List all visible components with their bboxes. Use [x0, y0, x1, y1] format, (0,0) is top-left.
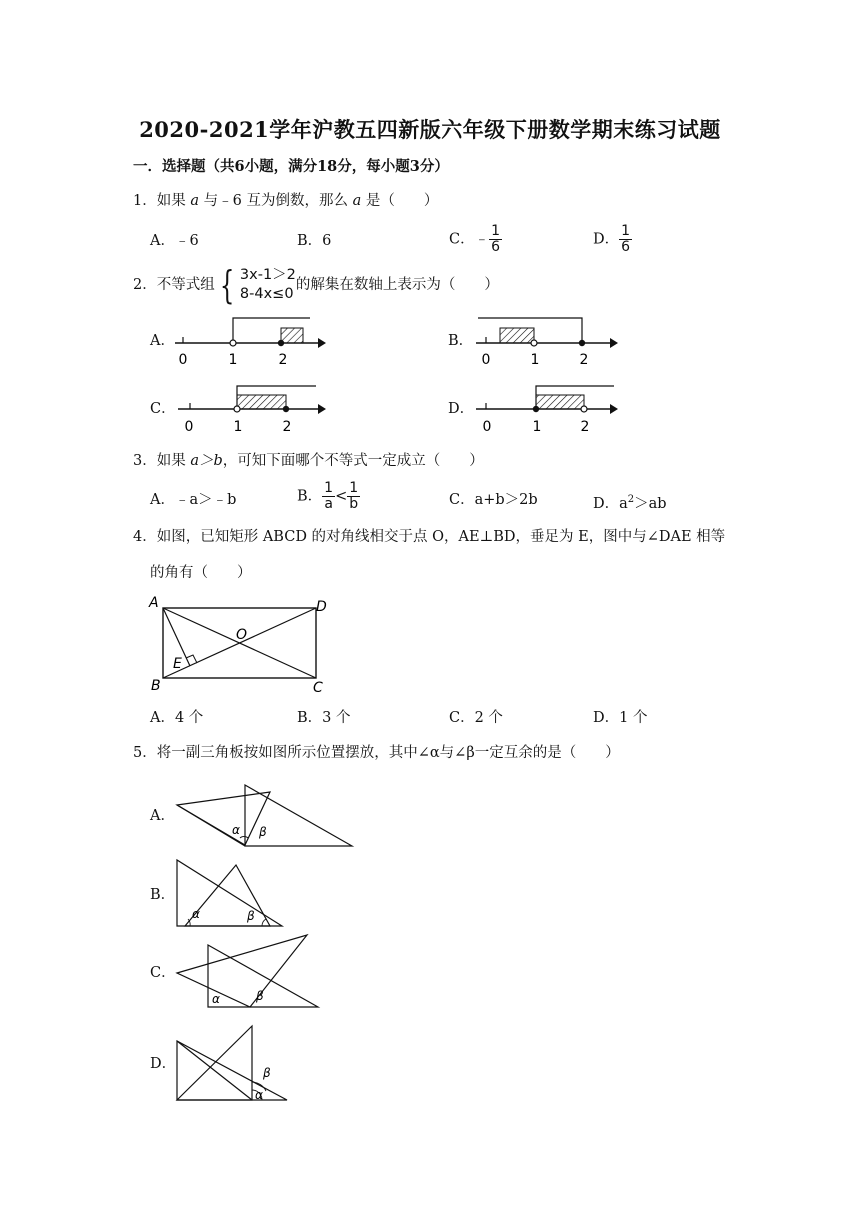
q3-option-b-label: B． [297, 488, 323, 505]
q4-option-b[interactable]: B．3 个 [297, 710, 351, 726]
triangle-figure-c [177, 935, 318, 1007]
tick-0: 0 [482, 419, 492, 435]
triangle-figure-b [177, 860, 282, 926]
q2-option-c-label[interactable]: C． [150, 401, 176, 417]
point-e-label: E [173, 656, 182, 672]
q2-option-d-label[interactable]: D． [448, 401, 475, 417]
fraction-numerator: 1 [491, 223, 501, 239]
fraction-denominator: b [349, 496, 359, 512]
q1-option-d-label: D． [593, 231, 620, 248]
q5-option-c-label[interactable]: C． [150, 965, 176, 981]
fraction-denominator: 6 [491, 239, 501, 255]
q5-option-d-label[interactable]: D． [150, 1056, 177, 1072]
q3-option-d-exponent: 2 [627, 494, 635, 505]
q3-option-c[interactable]: C．a+b＞2b [449, 492, 538, 508]
q2-text-pre: 2．不等式组 [133, 277, 215, 293]
triangle-figure-a [177, 785, 352, 846]
q4-option-c[interactable]: C．2 个 [449, 710, 503, 726]
tick-1: 1 [532, 419, 542, 435]
q2-option-b-label[interactable]: B． [448, 333, 474, 349]
point-d-label: D [316, 599, 327, 615]
question-5-stem: 5．将一副三角板按如图所示位置摆放，其中∠α与∠β一定互余的是（ ） [133, 745, 620, 761]
q1-text-mid: 与﹣6 互为倒数，那么 [199, 193, 353, 209]
q3-text-pre: 3．如果 [133, 453, 191, 469]
q5-option-b-label[interactable]: B． [150, 887, 176, 903]
point-a-label: A [149, 595, 159, 611]
tick-0: 0 [178, 352, 188, 368]
fraction-numerator: 1 [324, 480, 334, 496]
q3-option-d-pre: D．a [593, 495, 628, 512]
tick-2: 2 [278, 352, 288, 368]
inequality-row-2: 8-4x≤0 [239, 286, 294, 302]
triangle-figure-d [177, 1026, 287, 1102]
q1-text-pre: 1．如果 [133, 193, 191, 209]
alpha-label: α [212, 992, 220, 1006]
question-4-stem-line-2: 的角有（ ） [150, 565, 252, 581]
alpha-label: α [255, 1088, 263, 1102]
point-b-label: B [151, 678, 161, 694]
question-4-stem-line-1: 4．如图，已知矩形 ABCD 的对角线相交于点 O，AE⊥BD，垂足为 E，图中与∠DAE 相等 [133, 529, 726, 545]
tick-2: 2 [282, 419, 292, 435]
q2-text-post: 的解集在数轴上表示为（ ） [295, 277, 499, 293]
q1-option-c-label: C．﹣ [449, 231, 490, 248]
tick-1: 1 [228, 352, 238, 368]
q3-option-a[interactable]: A．﹣a＞﹣b [150, 492, 237, 508]
q3-option-d-post: ＞ab [634, 495, 667, 512]
q4-option-d[interactable]: D．1 个 [593, 710, 648, 726]
q2-option-a-label[interactable]: A． [150, 333, 175, 349]
fraction-numerator: 1 [349, 480, 359, 496]
q1-option-a[interactable]: A．﹣6 [150, 233, 199, 249]
tick-1: 1 [530, 352, 540, 368]
q1-var-a2: a [352, 193, 362, 209]
point-o-label: O [236, 627, 248, 643]
q1-option-b[interactable]: B．6 [297, 233, 332, 249]
inequality-row-1: 3x-1＞2 [239, 267, 296, 283]
section-heading: 一．选择题（共6小题，满分18分，每小题3分） [133, 158, 449, 175]
fraction-numerator: 1 [621, 223, 631, 239]
beta-label: β [263, 1066, 271, 1080]
page-title: 2020-2021学年沪教五四新版六年级下册数学期末练习试题 [139, 117, 721, 142]
fraction-denominator: a [324, 496, 333, 512]
tick-1: 1 [233, 419, 243, 435]
tick-2: 2 [580, 419, 590, 435]
alpha-label: α [232, 823, 240, 837]
brace-symbol: { [219, 263, 235, 307]
alpha-label: α [192, 907, 200, 921]
beta-label: β [256, 989, 264, 1003]
q3-condition: a＞b [190, 453, 223, 469]
q1-text-post: 是（ ） [361, 193, 439, 209]
tick-0: 0 [481, 352, 491, 368]
q4-option-a[interactable]: A．4 个 [150, 710, 204, 726]
q3-text-post: ，可知下面哪个不等式一定成立（ ） [222, 453, 484, 469]
q5-option-a-label[interactable]: A． [150, 808, 175, 824]
q1-var-a: a [190, 193, 199, 209]
beta-label: β [259, 825, 267, 839]
fraction-denominator: 6 [621, 239, 631, 255]
beta-label: β [247, 909, 255, 923]
point-c-label: C [313, 680, 323, 696]
less-than-sign: < [335, 488, 348, 505]
tick-2: 2 [579, 352, 589, 368]
tick-0: 0 [184, 419, 194, 435]
